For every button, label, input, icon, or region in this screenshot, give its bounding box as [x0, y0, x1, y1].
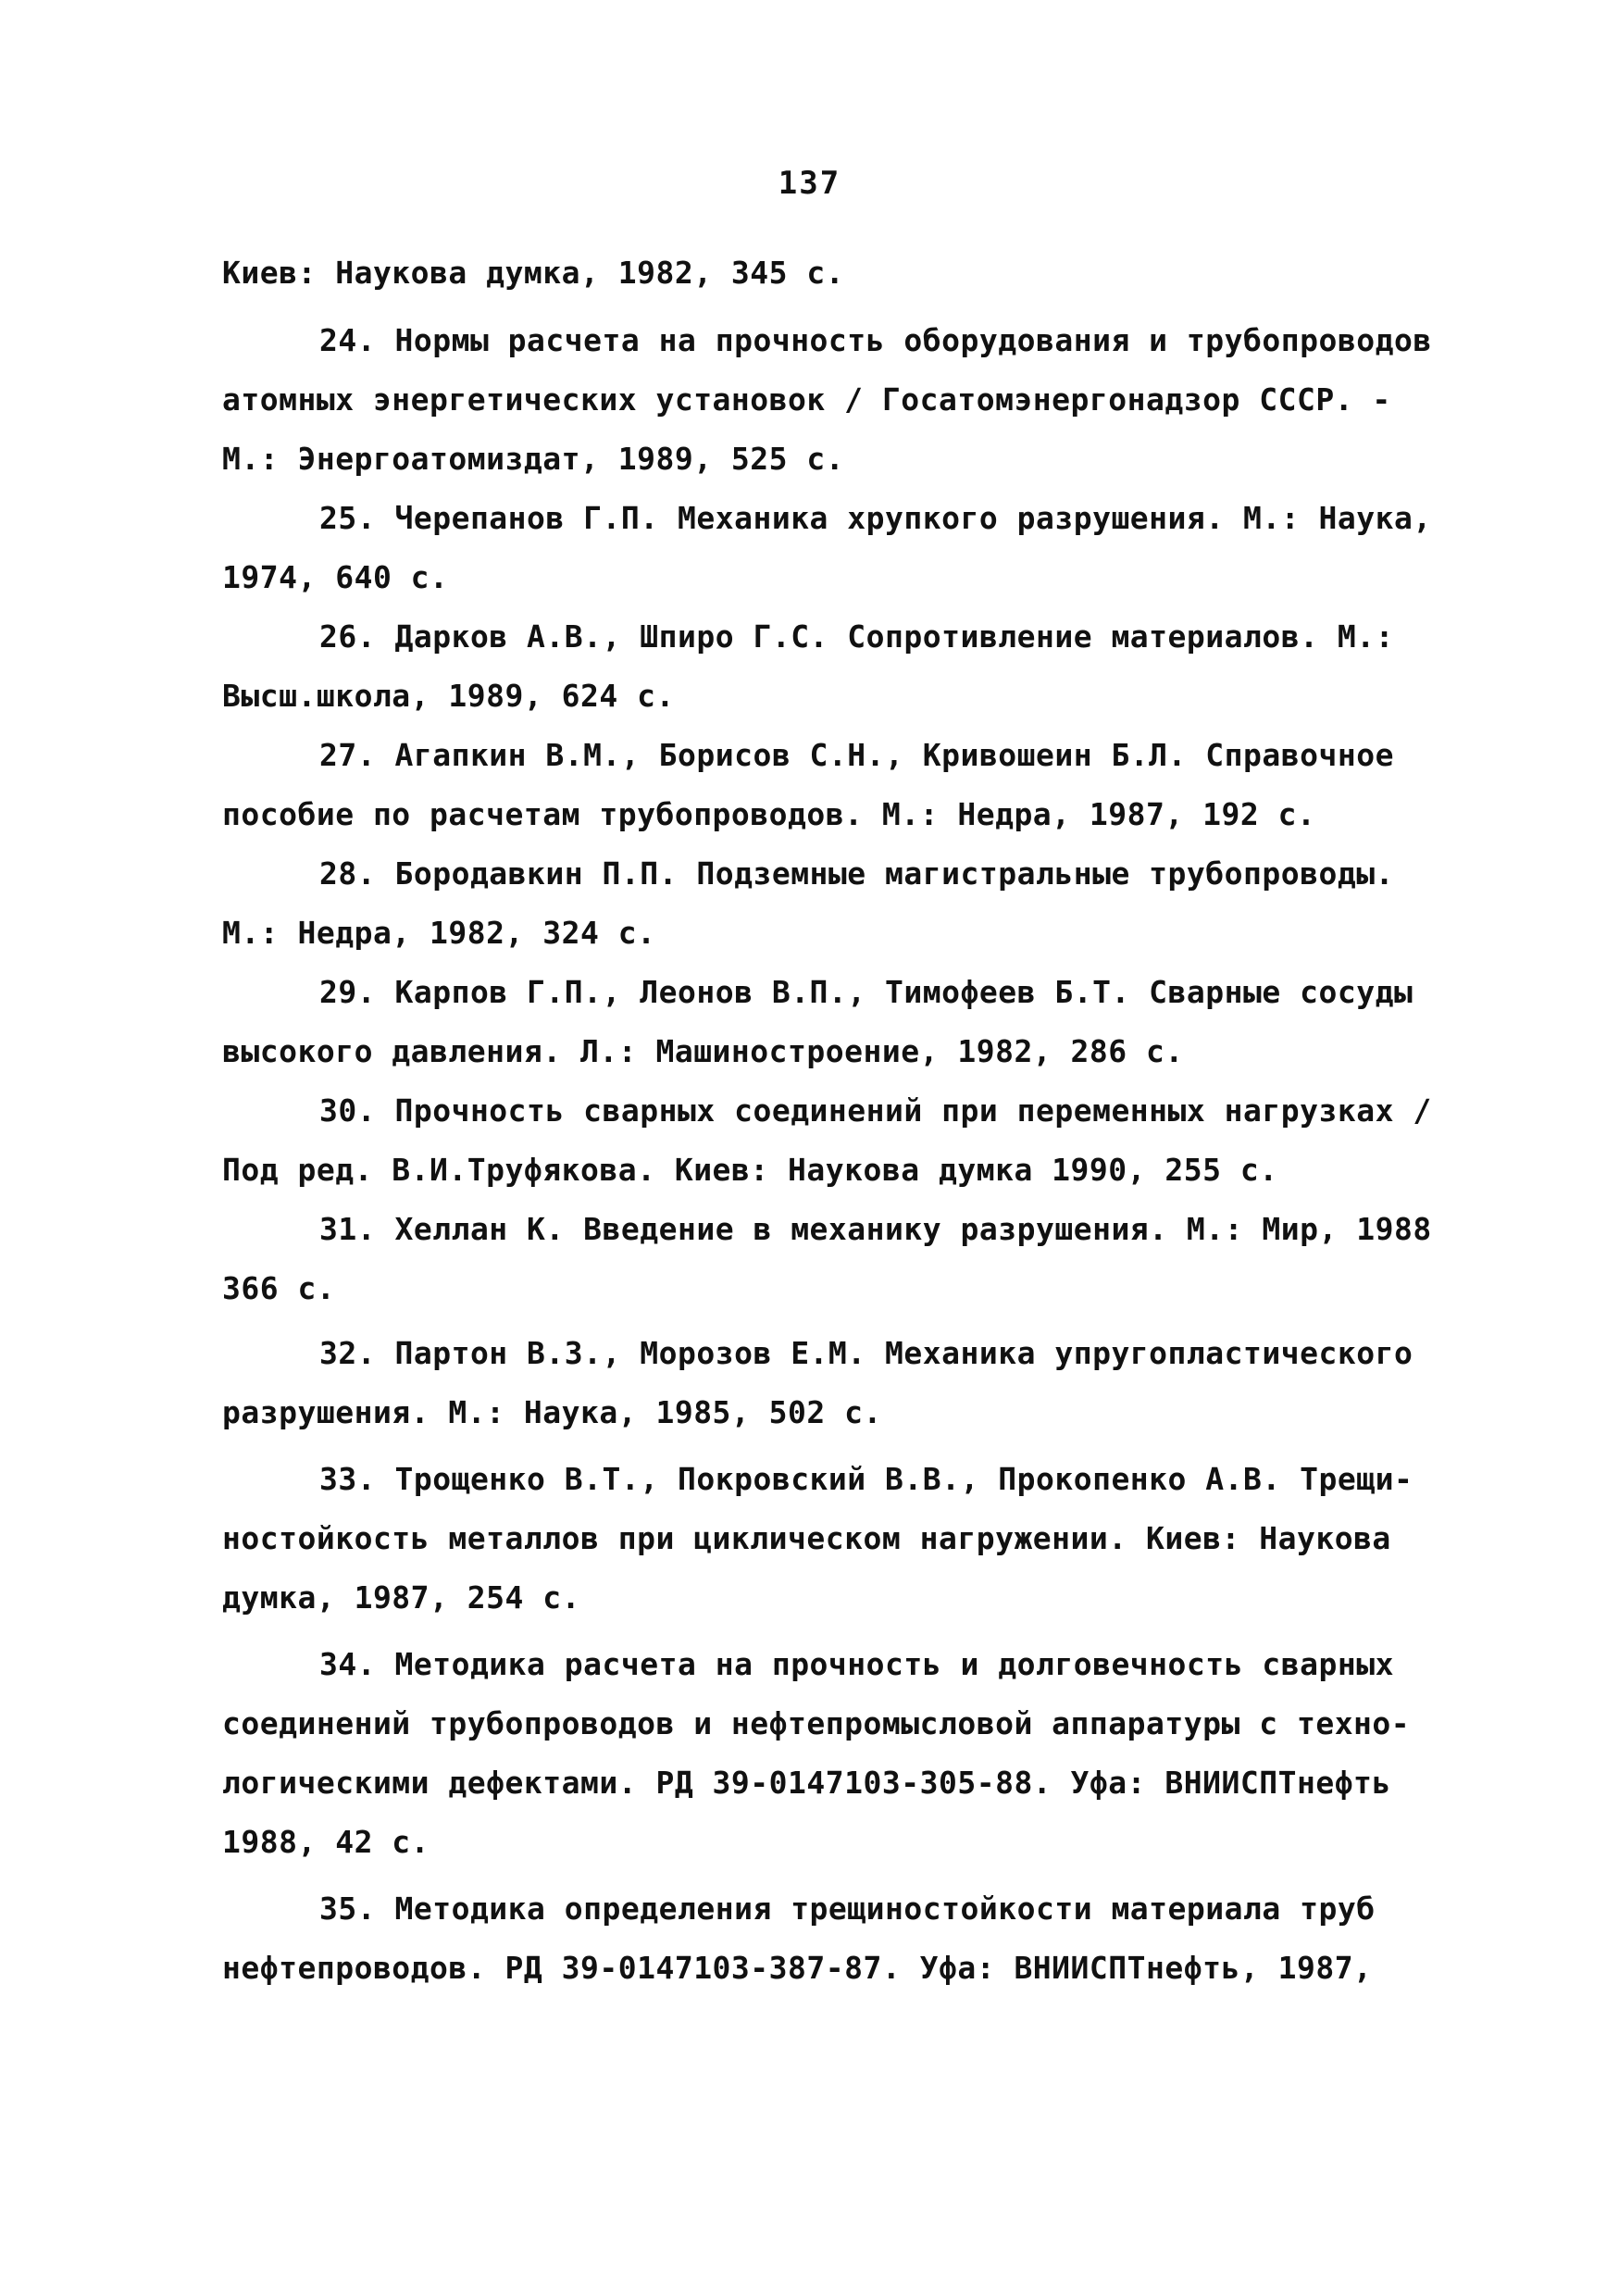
reference-line: 30. Прочность сварных соединений при переменных нагрузках / — [319, 1092, 1432, 1129]
reference-line: 33. Трощенко В.Т., Покровский В.В., Прокопенко А.В. Трещи- — [319, 1461, 1414, 1497]
reference-line: 31. Хеллан К. Введение в механику разрушения. М.: Мир, 1988 — [319, 1211, 1432, 1247]
reference-line: 34. Методика расчета на прочность и долговечность сварных — [319, 1646, 1394, 1682]
reference-line: нефтепроводов. РД 39-0147103-387-87. Уфа: ВНИИСПТнефть, 1987, — [222, 1950, 1373, 1986]
reference-line: 29. Карпов Г.П., Леонов В.П., Тимофеев Б.Т. Сварные сосуды — [319, 974, 1414, 1010]
reference-line: пособие по расчетам трубопроводов. М.: Недра, 1987, 192 с. — [222, 796, 1316, 832]
reference-line: логическими дефектами. РД 39-0147103-305-88. Уфа: ВНИИСПТнефть — [222, 1765, 1391, 1801]
reference-line: 24. Нормы расчета на прочность оборудования и трубопроводов — [319, 322, 1432, 358]
reference-line: М.: Энергоатомиздат, 1989, 525 с. — [222, 441, 845, 477]
reference-line: 35. Методика определения трещиностойкости материала труб — [319, 1890, 1376, 1927]
reference-line: 27. Агапкин В.М., Борисов С.Н., Кривошеин Б.Л. Справочное — [319, 737, 1394, 773]
reference-line: 366 с. — [222, 1270, 336, 1306]
reference-line: думка, 1987, 254 с. — [222, 1579, 580, 1616]
reference-line: 32. Партон В.З., Морозов Е.М. Механика упругопластического — [319, 1335, 1414, 1371]
page-number: 137 — [778, 165, 841, 202]
reference-line: 28. Бородавкин П.П. Подземные магистральные трубопроводы. — [319, 855, 1394, 892]
reference-line: 1988, 42 с. — [222, 1824, 430, 1860]
reference-line: соединений трубопроводов и нефтепромысловой аппаратуры с техно- — [222, 1705, 1411, 1741]
reference-line: ностойкость металлов при циклическом нагружении. Киев: Наукова — [222, 1520, 1391, 1556]
reference-line: высокого давления. Л.: Машиностроение, 1982, 286 с. — [222, 1033, 1184, 1069]
reference-line: Киев: Наукова думка, 1982, 345 с. — [222, 255, 845, 291]
reference-line: Под ред. В.И.Труфякова. Киев: Наукова думка 1990, 255 с. — [222, 1152, 1278, 1188]
reference-line: 26. Дарков А.В., Шпиро Г.С. Сопротивление материалов. М.: — [319, 618, 1394, 655]
reference-line: 1974, 640 с. — [222, 559, 449, 595]
reference-line: 25. Черепанов Г.П. Механика хрупкого разрушения. М.: Наука, — [319, 500, 1432, 536]
reference-line: разрушения. М.: Наука, 1985, 502 с. — [222, 1394, 882, 1430]
reference-line: М.: Недра, 1982, 324 с. — [222, 915, 656, 951]
reference-line: Высш.школа, 1989, 624 с. — [222, 678, 675, 714]
reference-line: атомных энергетических установок / Госатомэнергонадзор СССР. - — [222, 381, 1391, 418]
